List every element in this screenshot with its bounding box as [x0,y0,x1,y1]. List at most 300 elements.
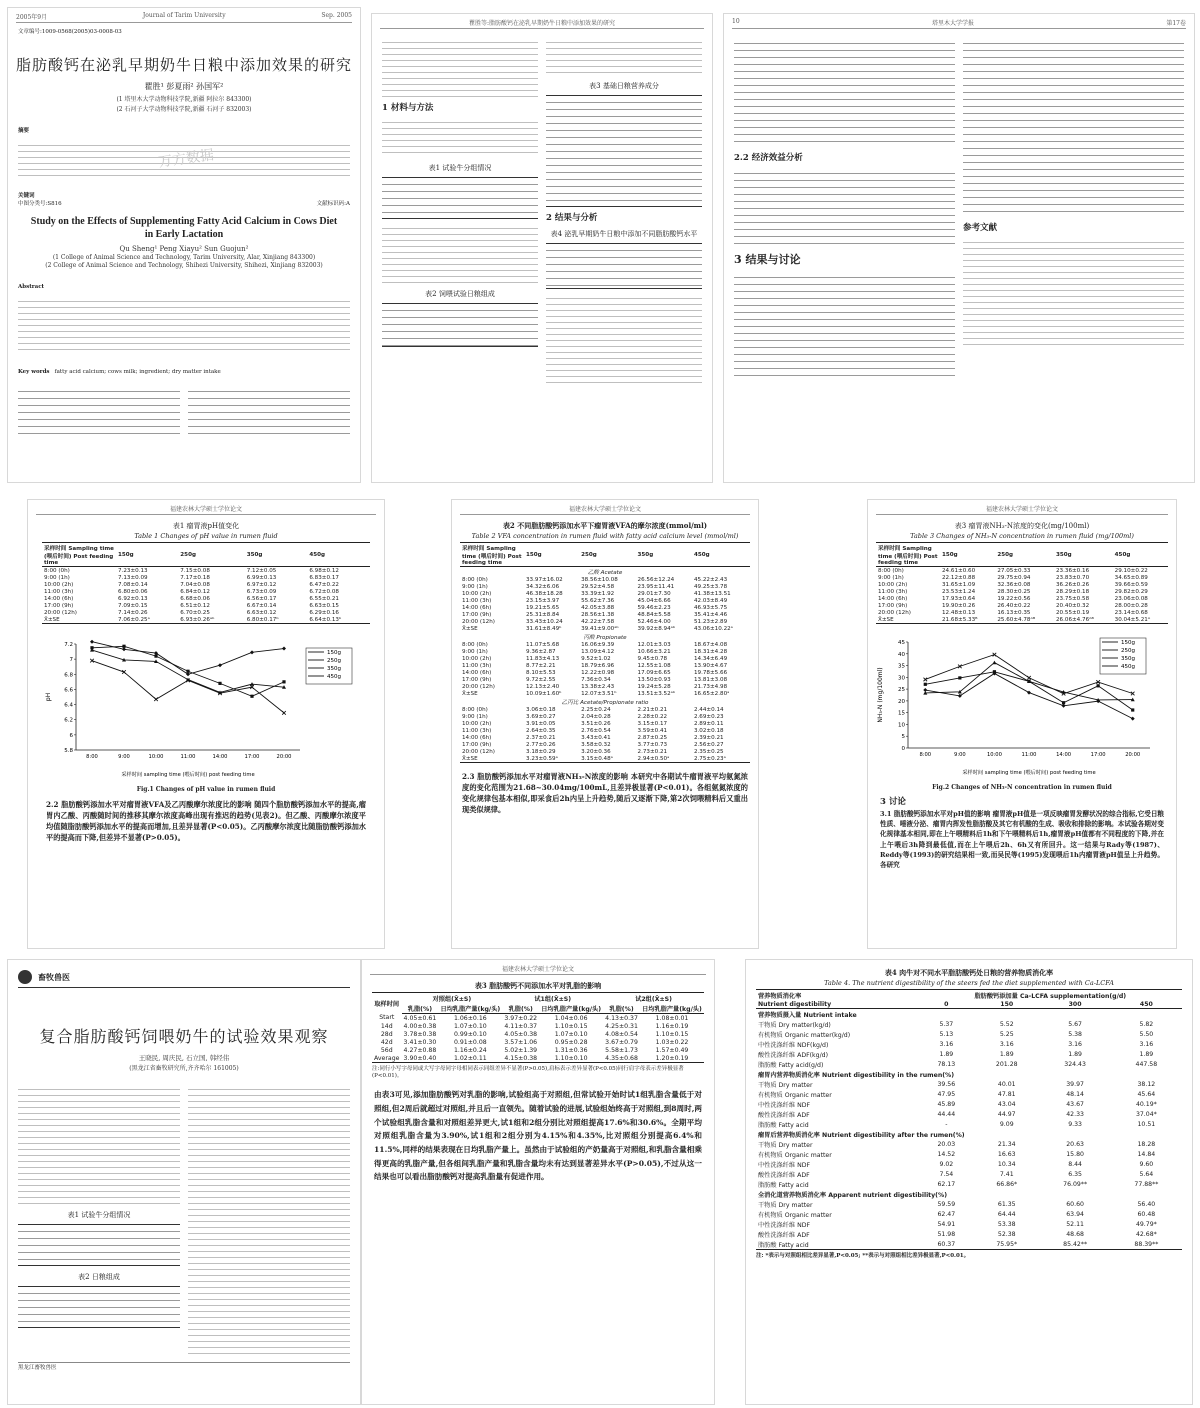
table-row [460,741,750,748]
cell-value: 3.51±0.26 [581,720,611,727]
table-row [756,1139,1182,1149]
col-trial-2: 试2组(X̄±S) [603,993,704,1004]
milk-fat-discussion: 由表3可见,添加脂肪酸钙对乳脂的影响,试验组高于对照组,但常试验开始时试1组乳脂含量低于对照组,但2周后就超过对照组,并且后一直领先。随着试验的进展,试验组始终高于对照组,到8周时,两个试验组乳脂含量和对照组差异更大,试1组和2组分别比对照组提高17.6%和30.6%。全期平均对照组乳脂含量为3.90%,试1组和2组分别为4.15%和4.35%,比对照组分别提高6.4%和11.5%,同样的结果表现在日均乳脂产量上。虽然由于试验组的产奶量高于对照组,和乳脂含量相乘得更高的乳脂产量,但各组间乳脂产量和乳脂含量均未有达到显著差异水平(P>0.05),不过从这一结果也可以看出脂肪酸钙对提高乳脂量有促进作用。 [374,1090,702,1182]
legend-label: 450g [1121,664,1135,670]
data-point [282,680,285,683]
row-time: 9:00 (1h) [462,713,488,720]
header-center: 福建农林大学硕士学位论文 [501,966,574,973]
cell-value: 5.02±1.39 [504,1046,538,1054]
cell-value: 35.41±4.46 [693,611,728,618]
row-time: 56d [380,1046,393,1054]
running-header [370,964,706,975]
page-4 [28,500,384,948]
row-time: 20:00 (12h) [462,748,495,755]
row-time: 9:00 (1h) [44,574,70,581]
col-control-group: 对照组(X̄±S) [402,993,503,1004]
running-header [876,504,1168,515]
cell-value: 18.67±4.08 [693,641,728,648]
x-tick-label: 11:00 [180,754,196,760]
table-row [876,602,1168,609]
col-150g: 150g [524,543,579,567]
cell-value: 6.63±0.12 [246,609,277,616]
body-column-right [188,1080,350,1358]
col-250g: 250g [579,543,635,567]
cell-value: 2.37±0.21 [526,734,556,741]
cell-value: 14.52 [937,1150,956,1158]
cell-value: 6.80±0.17ᵇ [245,616,308,624]
cell-value: 6.67±0.14 [246,602,277,609]
row-time: 10:00 (2h) [462,590,492,597]
cell-value: 27.05±0.33 [997,567,1031,574]
cell-value: 3.58±0.32 [581,741,611,748]
cell-value: 53.38 [997,1220,1016,1228]
cell-value: 32.36±0.08 [997,581,1031,588]
x-axis-label: 采样时间 sampling time (喂后时间) post feeding time [962,770,1096,776]
cell-value: 0.95±0.28 [554,1038,588,1046]
cell-value: 324.43 [1064,1060,1086,1068]
row-time: 8:00 (0h) [878,567,904,574]
section-heading-methods: 1 材料与方法 [382,103,434,113]
text-block [546,293,702,383]
cell-value: 20.03 [937,1140,956,1148]
row-nutrient: 干物质 Dry matter [758,1081,813,1089]
row-nutrient: 脂肪酸 Fatty acid(g/d) [758,1061,824,1069]
cell-value: 39.97 [1066,1080,1084,1088]
cell-value: 4.35±0.68 [603,1054,640,1063]
cell-value: 4.05±0.61 [403,1014,437,1022]
row-time: 11:00 (3h) [878,588,908,595]
text-block [734,37,955,147]
col-trial-1: 试1组(X̄±S) [502,993,603,1004]
y-tick-label: 30 [898,675,905,682]
cell-value: 1.16±0.24 [453,1046,487,1054]
cell-value: 20.40±0.32 [1055,602,1090,609]
cell-value: 2.75±0.23ᵃ [692,755,750,763]
table-row [876,567,1168,575]
cell-value: 3.15±0.17 [637,720,668,727]
col-150g: 150g [116,543,178,567]
authors-en: Qu Sheng¹ Peng Xiayu² Sun Guojun² [119,245,249,254]
table-3-caption-zh: 表3 瘤胃液NH₃-N浓度的变化(mg/100ml) [954,522,1090,530]
table-row [756,1179,1182,1189]
x-tick-label: 17:00 [244,754,260,760]
cell-value: 52.11 [1066,1220,1084,1228]
cell-value: 1.04±0.06 [554,1014,588,1022]
cell-value: 10.51 [1137,1120,1156,1128]
table-row [460,604,750,611]
data-point [282,647,286,651]
cell-value: 21.68±5.33ᴮ [940,616,995,624]
col-350g: 350g [1054,543,1113,567]
cell-value: 6.68±0.06 [180,595,210,602]
cell-value: 42.22±7.58 [581,618,615,625]
table-row [756,1199,1182,1209]
x-tick-label: 20:00 [1125,752,1141,758]
cell-value: 2.77±0.26 [526,741,556,748]
page-2 [372,14,712,482]
cell-value: 45.64 [1137,1090,1156,1098]
cell-value: 48.84±5.58 [637,611,671,618]
cell-value: 6.64±0.13ᵇ [307,616,370,624]
x-tick-label: 14:00 [212,754,228,760]
cell-value: 5.13 [939,1030,954,1038]
text-block [963,37,1184,217]
table-4 [546,243,702,289]
cell-value: 2.04±0.28 [581,713,611,720]
cell-value: 60.37 [919,1239,974,1250]
data-point [1097,684,1100,687]
figure-2 [874,628,1170,791]
cell-value: 9.52±1.02 [581,655,611,662]
table-row [42,588,370,595]
row-nutrient: 干物质 Dry matter [758,1141,813,1149]
cell-value: 75.95* [974,1239,1039,1250]
cell-value: 25.60±4.78ᴬᴮ [995,616,1054,624]
data-point [992,661,996,665]
table-3-caption: 表3 脂肪酸钙不同添加水平对乳脂的影响 [474,981,602,990]
row-nutrient: 有机物质 Organic matter(kg/d) [758,1031,851,1039]
series-line-450g [92,661,284,713]
row-time: 14:00 (6h) [462,734,492,741]
section-heading-results: 2 结果与分析 [546,213,598,223]
cell-value: 9.36±2.87 [526,648,556,655]
cell-value: 12.48±0.13 [942,609,976,616]
cell-value: 13.90±4.67 [693,662,728,669]
cell-value: 12.07±3.51ᵇ [581,690,617,697]
cell-value: 9.33 [1068,1120,1082,1128]
row-nutrient: 脂肪酸 Fatty acid [758,1181,809,1189]
table-row [460,590,750,597]
cell-value: 3.67±0.79 [605,1038,638,1046]
cell-value: 30.04±5.21ᴬ [1113,616,1168,624]
data-point [122,647,126,651]
cell-value: 7.14±0.26 [118,609,148,616]
row-time: 11:00 (3h) [462,662,492,669]
cell-value: 52.46±4.00 [637,618,671,625]
table-group-header [756,1069,1182,1079]
cell-value: 3.43±0.41 [581,734,611,741]
cell-value: 42.33 [1066,1110,1084,1118]
row-nutrient: 中性洗涤纤维 NDF(kg/d) [758,1041,829,1049]
sub-col-fat: 乳脂(%) [603,1003,640,1014]
legend-label: 350g [327,666,341,672]
sub-col-fat: 乳脂(%) [402,1003,439,1014]
table-row [756,1239,1182,1250]
cell-value: 16.13±0.35 [997,609,1031,616]
table-row [460,748,750,755]
cell-value: 9.72±2.55 [526,676,556,683]
cell-value: 1.03±0.22 [655,1038,689,1046]
section-label: 乙丙比 Acetate/Propionate ratio [561,699,649,706]
table-2 [18,1286,180,1328]
text-block [188,1084,350,1354]
body-column-left [734,33,955,385]
cell-value: 6.92±0.13 [118,595,148,602]
cell-value: 7.08±0.14 [118,581,148,588]
cell-value: 44.44 [937,1110,956,1118]
col-250g: 250g [995,543,1054,567]
table-row [42,574,370,581]
sub-col-yield: 日均乳脂产量(kg/头) [438,1003,502,1014]
body-columns [18,381,350,441]
table-row [756,1119,1182,1129]
table-row [460,676,750,683]
cell-value: 59.46±2.23 [637,604,671,611]
cell-value: 0.91±0.08 [453,1038,487,1046]
paper-title-zh: 脂肪酸钙在泌乳早期奶牛日粮中添加效果的研究 [15,56,352,75]
cell-value: 29.52±4.58 [581,583,615,590]
cell-value: 46.38±18.28 [526,590,563,597]
keywords-en: fatty acid calcium; cows milk; ingredient; dry matter intake [54,369,221,376]
cell-value: 2.87±0.25 [637,734,668,741]
table-row [756,1099,1182,1109]
classification-line [18,201,350,208]
page-6 [868,500,1176,948]
row-mean-label: X̄±SE [462,690,478,697]
cell-value: 9.09 [999,1120,1014,1128]
header-center: Journal of Tarim University [142,12,226,19]
legend-label: 350g [1121,656,1135,662]
page-5 [452,500,758,948]
cell-value: 49.79* [1135,1220,1157,1228]
y-tick-label: 20 [898,698,905,705]
table-row [42,567,370,575]
cell-value: 45.22±2.43 [693,576,728,583]
cell-value: 48.68 [1066,1230,1084,1238]
y-tick-label: 10 [898,722,905,729]
affiliation-zh-1: (1 塔里木大学动物科技学院,新疆 阿拉尔 843300) [116,96,252,104]
x-tick-label: 10:00 [986,752,1002,758]
cell-value: 4.27±0.88 [403,1046,437,1054]
table-row [460,706,750,713]
row-nutrient: 脂肪酸 Fatty acid [756,1239,919,1250]
table-row [756,1039,1182,1049]
col-sampling-time: 采样时间 Sampling time (喂后时间) Post feeding time [42,543,116,567]
text-block [546,37,702,75]
x-tick-label: 9:00 [118,754,130,760]
table-row [876,581,1168,588]
text-block [382,117,538,157]
table-1-caption: 表1 试验牛分组情况 [428,164,492,172]
cell-value: 48.14 [1066,1090,1084,1098]
cell-value: 8.77±2.21 [526,662,556,669]
row-nutrient: 脂肪酸 Fatty acid [758,1121,809,1129]
cell-value: 28.29±0.18 [1055,588,1090,595]
y-tick-label: 0 [901,746,905,752]
cell-value: 18.28 [1137,1140,1156,1148]
cell-value: 60.60 [1066,1200,1084,1208]
cell-value: 16.63 [997,1150,1016,1158]
cell-value: 20.63 [1066,1140,1084,1148]
cell-value: 3.06±0.18 [526,706,556,713]
text-block [734,167,955,247]
cell-value: 7.23±0.13 [118,567,148,574]
cell-value: 55.62±7.36 [581,597,615,604]
row-nutrient: 酸性洗涤纤维 ADF [758,1171,810,1179]
col-350g: 350g [245,543,308,567]
running-header [460,504,750,515]
group-label: 全消化道营养物质消化率 Apparent nutrient digestibility(%) [758,1191,948,1199]
text-block [734,271,955,381]
cell-value: 6.99±0.13 [246,574,277,581]
data-point [250,650,254,654]
row-time: 14:00 (6h) [44,595,74,602]
row-mean-label: X̄±SE [462,625,478,632]
cell-value: 6.29±0.16 [309,609,339,616]
cell-value: 1.57±0.49 [655,1046,689,1054]
cell-value: 61.35 [997,1200,1016,1208]
cell-value: 39.92±8.94ᵃᵇ [637,625,676,632]
col-sampling-time: 取样时间 [372,993,402,1014]
cell-value: 40.01 [997,1080,1016,1088]
group-label: 营养物质摄入量 Nutrient intake [758,1011,857,1019]
cell-value: 201.28 [995,1060,1018,1068]
cell-value: 3.78±0.38 [403,1030,437,1038]
cell-value: 1.10±0.15 [554,1022,588,1030]
col-450g: 450g [307,543,370,567]
cell-value: 42.03±8.49 [693,597,728,604]
cell-value: 46.93±5.75 [693,604,728,611]
table-row-mean [460,690,750,697]
col-250g: 250g [178,543,244,567]
table-row [460,662,750,669]
data-point [1027,676,1031,680]
table-row [460,720,750,727]
row-time: X̄±SE [42,616,116,624]
cell-value: 56.40 [1137,1200,1156,1208]
ph-line-chart [42,630,370,780]
cell-value: 18.79±6.96 [581,662,615,669]
row-time: 17:00 (9h) [462,676,492,683]
cell-value: 66.86* [996,1180,1018,1188]
table-row [460,713,750,720]
document-code: 文献标识码:A [316,201,350,208]
group-label: 瘤胃内营养物质消化率 Nutrient digestibility in the rumen(%) [758,1071,955,1079]
cell-value: 19.78±5.66 [693,669,728,676]
row-time: 14:00 (6h) [878,595,908,602]
cell-value: 3.77±0.73 [637,741,668,748]
data-point [90,640,94,644]
cell-value: 23.36±0.16 [1055,567,1090,574]
cell-value: 7.04±0.08 [180,581,210,588]
section-heading-discussion: 3 结果与讨论 [734,253,801,266]
keywords-en-label: Key words [18,369,50,376]
cell-value: 9.45±0.78 [637,655,668,662]
table-row [372,1022,704,1030]
row-nutrient: 酸性洗涤纤维 ADF [758,1111,810,1119]
ph-table [42,542,370,624]
cell-value: 1.06±0.16 [453,1014,487,1022]
x-tick-label: 17:00 [1090,752,1106,758]
cell-value: 1.89 [1139,1050,1154,1058]
legend-label: 150g [1121,640,1135,646]
data-point [282,711,286,715]
cell-value: 7.54 [939,1170,954,1178]
cell-value: 2.39±0.21 [693,734,724,741]
cell-value: 19.24±5.28 [637,683,671,690]
legend-label: 250g [327,658,341,664]
cell-value: 23.14±0.68 [1114,609,1148,616]
cell-value: 4.25±0.31 [605,1022,638,1030]
text-block [382,37,538,97]
cell-value: 85.42** [1039,1239,1110,1250]
x-tick-label: 10:00 [148,754,164,760]
header-center: 塔里木大学学报 [931,20,974,27]
cell-value: 3.18±0.29 [526,748,556,755]
cell-value: 5.52 [999,1020,1014,1028]
table-row [460,648,750,655]
table-4-caption-en: Table 4. The nutrient digestibility of the steers fed the diet supplemented with Ca-LCFA [824,979,1114,987]
cell-value: 13.50±0.93 [637,676,671,683]
cell-value: 13.38±2.43 [581,683,615,690]
cell-value: - [945,1120,948,1128]
cell-value: 7.41 [999,1170,1014,1178]
y-tick-label: 6.4 [64,702,73,709]
table-row [756,1219,1182,1229]
header-center: 福建农林大学硕士学位论文 [169,506,242,513]
cell-value: 38.56±10.08 [581,576,618,583]
journal-logo-icon [18,970,32,984]
cell-value: 44.97 [997,1110,1016,1118]
cell-value: 2.56±0.27 [693,741,724,748]
cell-value: 6.83±0.17 [309,574,339,581]
cell-value: 8.44 [1068,1160,1082,1168]
data-point [1131,717,1135,721]
cell-value: 78.13 [937,1060,956,1068]
running-header [380,18,704,29]
table-row [756,1079,1182,1089]
data-point [924,683,927,686]
cell-value: 39.41±9.00ᵃᵇ [581,625,619,632]
cell-value: 4.11±0.37 [504,1022,538,1030]
table-row [756,1059,1182,1069]
cell-value: 64.44 [997,1210,1016,1218]
y-tick-label: 35 [898,663,905,670]
cell-value: 4.05±0.38 [504,1030,538,1038]
cell-value: 2.28±0.22 [637,713,668,720]
cell-value: 33.39±1.92 [581,590,615,597]
watermark-logo: 万方数据 [157,147,215,171]
cell-value: 23.15±3.97 [526,597,560,604]
references-list [963,237,1184,347]
cell-value: 3.16 [999,1040,1014,1048]
figure-2-caption: Fig.2 Changes of NH₃-N concentration in rumen fluid [932,784,1112,791]
cell-value: 0.99±0.10 [453,1030,487,1038]
table-row [756,1019,1182,1029]
cell-value: 29.10±0.22 [1114,567,1148,574]
data-point [250,695,253,698]
section-2-2-text: 2.2 脂肪酸钙添加水平对瘤胃液VFA及乙丙酸摩尔浓度比的影响 随四个脂肪酸钙添加水平的提高,瘤胃内乙酸、丙酸随时间的推移其摩尔浓度高峰出现有推迟的趋势(见表2)。但乙酸、丙酸摩尔浓度平均值随脂肪酸钙添加水平的提高而增加,且差异显著(P<0.05)。乙丙酸摩尔浓度比随脂肪酸钙添加水平的提高而下降,但差异不显著(P>0.05)。 [46,800,366,843]
col-supplementation: 脂肪酸钙添加量 Ca-LCFA supplementation(g/d) [919,990,1182,1001]
legend-label: 250g [1121,648,1135,654]
y-tick-label: 5.8 [64,748,73,754]
body-columns [382,33,702,387]
section-2-3-text: 2.3 脂肪酸钙添加水平对瘤胃液NH₃-N浓度的影响 本研究中各期试牛瘤胃液平均氨氮浓度的变化范围为21.68~30.04mg/100mL,且差异极显著(P<0.01)。各组氨氮浓度的变化规律包基本相似,即采食后2h内呈上升趋势,随后又逐渐下降,第2次饲喂精料后又重出现类似规律。 [462,772,748,815]
header-left: 2005年9月 [16,14,48,21]
cell-value: 1.02±0.11 [438,1054,502,1063]
row-nutrient: 有机物质 Organic matter [758,1151,832,1159]
table-row [460,734,750,741]
cell-value: 3.16 [939,1040,954,1048]
row-time: Average [372,1054,402,1063]
cell-value: 9.60 [1139,1160,1154,1168]
row-nutrient: 酸性洗涤纤维 ADF [758,1231,810,1239]
y-tick-label: 6 [69,732,73,739]
row-time: X̄±SE [876,616,940,624]
cell-value: 2.73±0.21 [637,748,668,755]
y-tick-label: 25 [898,687,905,694]
table-row [756,1029,1182,1039]
